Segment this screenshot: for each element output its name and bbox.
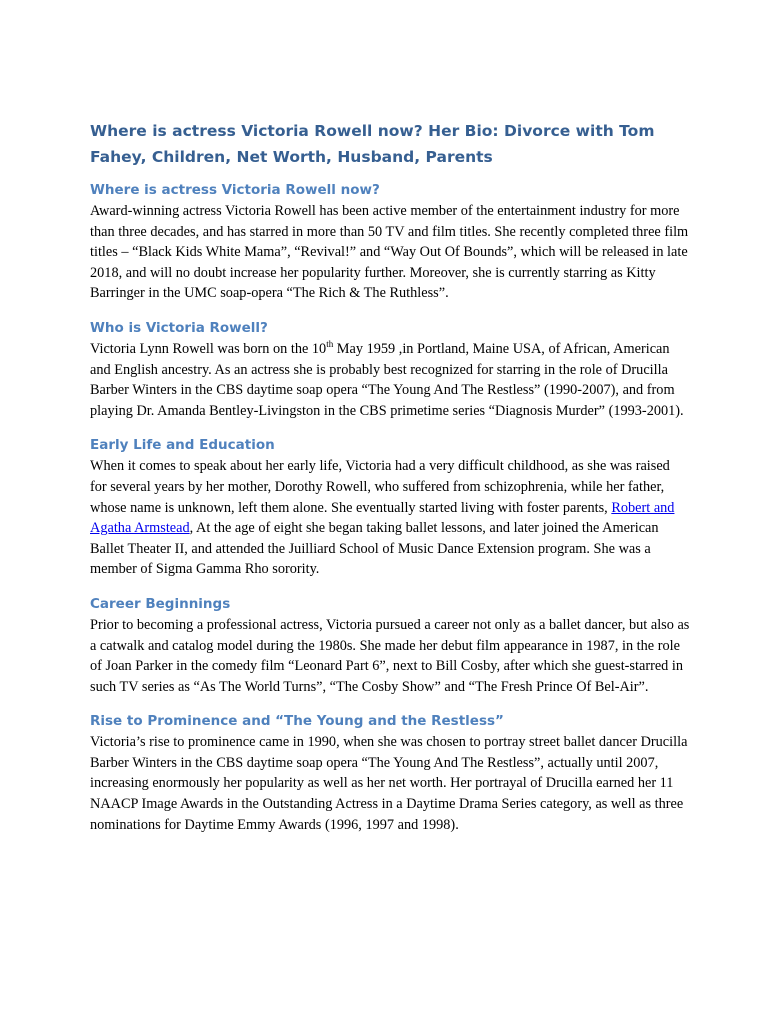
section-body-career-beginnings: Prior to becoming a professional actress, Victoria pursued a career not only as a ballet dancer, but also as a catwalk and catalog model during the 1980s. She made her debut film appearance in 1987, in the role of Joan Parker in the comedy film “Leonard Part 6”, next to Bill Cosby, after which she guest-starred in such TV series as “As The World Turns”, “The Cosby Show” and “The Fresh Prince Of Bel-Air”. [90, 616, 690, 695]
foster-parents-link[interactable]: Robert and Agatha Armstead [90, 499, 675, 537]
section-body-who-is [90, 339, 690, 421]
section-body-where-now: Award-winning actress Victoria Rowell has been active member of the entertainment industry for more than three decades, and has starred in more than 50 TV and film titles. She recently completed three film titles – “Black Kids White Mama”, “Revival!” and “Way Out Of Bounds”, which will be released in late 2018, and will no doubt increase her popularity further. Moreover, she is currently starring as Kitty Barringer in the UMC soap-opera “The Rich & The Ruthless”. [90, 203, 689, 302]
body-text-part: When it comes to speak about her early life, Victoria had a very difficult childhood, as she was raised for several years by her mother, Dorothy Rowell, who suffered from schizophrenia, while her father, whose name is unknown, left them alone. She eventually started living with foster parents, [90, 458, 670, 516]
section-heading-who-is: Who is Victoria Rowell? [90, 319, 268, 336]
body-text-part: Victoria Lynn Rowell was born on the 10 [90, 340, 327, 357]
body-text-part: May 1959 ,in Portland, Maine USA, of African, American and English ancestry. As an actress she is probably best recognized for starring in the role of Drucilla Barber Winters in the CBS daytime soap opera “The Young And The Restless” (1990-2007), and from playing Dr. Amanda Bentley-Livingston in the CBS primetime series “Diagnosis Murder” (1993-2001). [90, 340, 684, 419]
document-page [90, 118, 690, 849]
section-heading-where-now: Where is actress Victoria Rowell now? [90, 182, 380, 198]
ordinal-suffix: th [326, 339, 334, 350]
document-title: Where is actress Victoria Rowell now? Her Bio: Divorce with Tom Fahey, Children, Net Worth, Husband, Parents [90, 122, 655, 166]
section-body-early-life [90, 456, 690, 580]
section-body-rise-to-prominence: Victoria’s rise to prominence came in 1990, when she was chosen to portray street ballet dancer Drucilla Barber Winters in the CBS daytime soap opera “The Young And The Restless”, actually until 2007, increasing enormously her popularity as well as her net worth. Her portrayal of Drucilla earned her 11 NAACP Image Awards in the Outstanding Actress in a Daytime Drama Series category, as well as three nominations for Daytime Emmy Awards (1996, 1997 and 1998). [90, 734, 688, 833]
section-heading-rise-to-prominence: Rise to Prominence and “The Young and the Restless” [90, 713, 504, 730]
body-text-part: , At the age of eight she began taking ballet lessons, and later joined the American Ballet Theater II, and attended the Juilliard School of Music Dance Extension program. She was a member of Sigma Gamma Rho sorority. [90, 520, 659, 578]
section-heading-career-beginnings: Career Beginnings [90, 595, 231, 612]
section-heading-early-life: Early Life and Education [90, 437, 275, 454]
